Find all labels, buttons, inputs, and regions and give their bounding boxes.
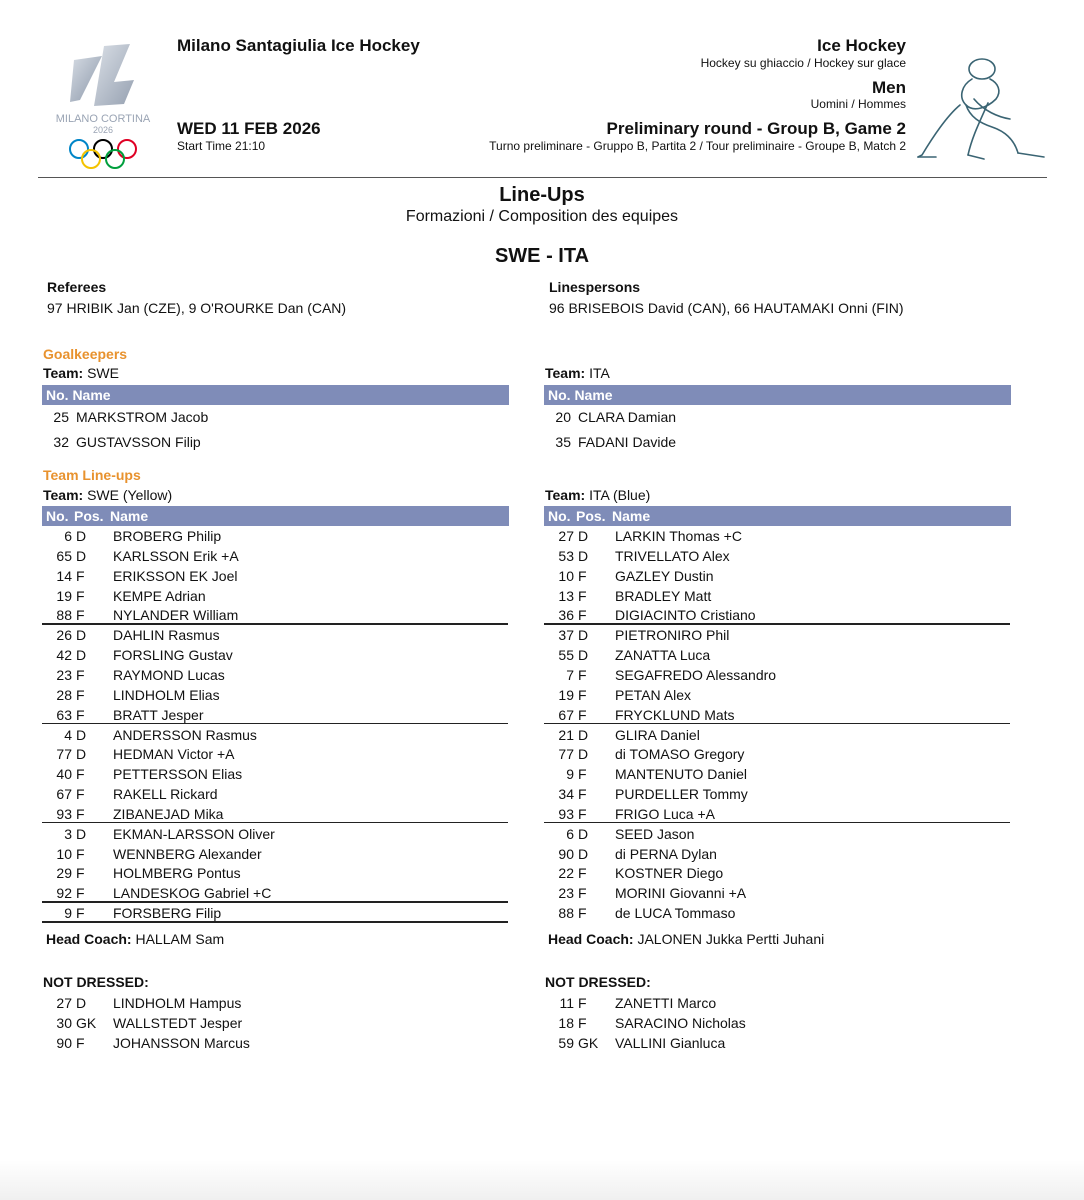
player-number: 36 [558,607,574,624]
player-row [548,667,1014,687]
start-time: Start Time 21:10 [177,139,266,153]
player-name: FORSBERG Filip [113,905,222,922]
player-number: 20 [555,409,571,425]
player-row [548,865,1014,885]
player-number: 13 [558,587,574,604]
player-row [548,548,1014,568]
player-position: F [578,686,587,703]
player-position: D [578,845,589,862]
team-lineups-heading: Team Line-ups [43,467,141,483]
player-name: ZANETTI Marco [615,995,717,1011]
player-number: 14 [56,567,72,584]
player-row [46,548,512,568]
team-name: SWE (Yellow) [87,487,173,503]
player-name: MORINI Giovanni +A [615,885,747,902]
player-name: BRATT Jesper [113,706,204,723]
player-position: F [76,567,85,584]
player-position: F [76,905,85,922]
gk-team-ita [545,365,610,381]
player-number: 9 [566,766,574,783]
player-number: 7 [566,666,574,683]
player-number: 90 [558,845,574,862]
line-separator [42,921,508,923]
team-label: Team: [43,487,84,503]
player-number: 40 [56,766,72,783]
match-date: WED 11 FEB 2026 [177,119,321,138]
player-number: 6 [64,528,72,544]
player-position: D [578,825,589,842]
head-coach-label: Head Coach: [46,931,132,947]
player-number: 11 [559,995,574,1011]
player-name: ZANATTA Luca [615,647,711,664]
col-no-name: No. Name [46,387,111,403]
round-title: Preliminary round - Group B, Game 2 [606,119,906,138]
player-name: MARKSTROM Jacob [76,409,209,425]
logo-text: MILANO CORTINA [55,113,151,125]
player-row [548,588,1014,608]
player-number: 18 [558,1015,574,1031]
player-number: 77 [558,746,574,763]
player-row [46,667,512,687]
gk-header-bar-swe [42,385,509,405]
gender-translation: Uomini / Hommes [810,97,906,111]
player-number: 77 [56,746,72,763]
player-position: F [76,666,85,683]
player-number: 10 [56,845,72,862]
player-number: 88 [558,905,574,922]
player-position: F [578,766,587,783]
player-name: DAHLIN Rasmus [113,627,220,644]
player-name: KARLSSON Erik +A [113,547,239,564]
ice-hockey-pictogram-icon [914,55,1049,165]
player-row [548,905,1014,925]
player-number: 28 [56,686,72,703]
referees-list: 97 HRIBIK Jan (CZE), 9 O'ROURKE Dan (CAN) [47,300,347,316]
gender-title: Men [872,78,906,97]
player-number: 27 [558,528,574,544]
player-number: 59 [558,1035,574,1051]
player-number: 22 [558,865,574,882]
player-row [46,865,512,885]
player-row [46,826,512,846]
player-number: 67 [558,706,574,723]
player-name: de LUCA Tommaso [615,905,736,922]
games-logo [44,42,162,177]
player-position: F [578,567,587,584]
player-name: RAYMOND Lucas [113,666,225,683]
goalkeepers-heading: Goalkeepers [43,346,128,362]
player-name: FADANI Davide [578,434,677,450]
player-number: 93 [56,805,72,822]
player-name: HEDMAN Victor +A [113,746,235,763]
head-coach-label: Head Coach: [548,931,634,947]
player-row [46,846,512,866]
player-name: GUSTAVSSON Filip [76,434,201,450]
player-number: 34 [558,786,574,803]
player-number: 25 [53,409,69,425]
player-position: D [578,528,589,544]
player-position: D [76,726,87,743]
player-position: D [578,647,589,664]
player-position: F [578,885,587,902]
player-position: GK [76,1015,97,1031]
line-separator [42,901,508,903]
player-name: BRADLEY Matt [615,587,712,604]
player-number: 32 [53,434,69,450]
player-row [548,885,1014,905]
player-position: D [76,627,87,644]
player-number: 6 [566,825,574,842]
player-position: F [76,1035,85,1051]
player-row [46,786,512,806]
player-name: VALLINI Gianluca [615,1035,726,1051]
player-row [46,647,512,667]
player-name: LINDHOLM Hampus [113,995,242,1011]
not-dressed-row [548,1035,1014,1055]
referees-label: Referees [47,279,107,295]
col-no-name: No. Name [548,387,613,403]
player-position: D [76,746,87,763]
col-name: Name [612,508,651,524]
sport-translation: Hockey su ghiaccio / Hockey sur glace [700,56,906,70]
player-number: 53 [558,547,574,564]
player-position: F [76,805,85,822]
lineup-team-ita [545,487,650,503]
not-dressed-row [46,1015,512,1035]
team-code: SWE [87,365,119,381]
player-position: F [578,666,587,683]
document-title: Line-Ups [499,184,585,206]
not-dressed-row [548,995,1014,1015]
player-number: 65 [56,547,72,564]
player-name: PETTERSSON Elias [113,766,243,783]
player-row [46,687,512,707]
player-position: D [578,746,589,763]
player-position: D [76,647,87,664]
player-name: MANTENUTO Daniel [615,766,747,783]
player-row [548,766,1014,786]
header-divider [38,177,1047,178]
linespersons-label: Linespersons [549,279,641,295]
player-name: LARKIN Thomas +C [615,528,742,544]
lineup-team-swe [43,487,172,503]
player-position: F [578,805,587,822]
player-name: CLARA Damian [578,409,677,425]
gk-header-bar-ita [544,385,1011,405]
player-number: 63 [56,706,72,723]
document-subtitle: Formazioni / Composition des equipes [405,208,679,225]
player-name: ANDERSSON Rasmus [113,726,257,743]
player-number: 29 [56,865,72,882]
player-position: F [578,706,587,723]
player-position: F [578,1015,587,1031]
player-name: FRIGO Luca +A [615,805,715,822]
player-name: BROBERG Philip [113,528,222,544]
player-row [548,746,1014,766]
player-position: F [76,686,85,703]
player-row [46,746,512,766]
player-name: EKMAN-LARSSON Oliver [113,825,275,842]
player-number: 23 [56,666,72,683]
player-row [46,627,512,647]
player-row [548,687,1014,707]
player-row [548,826,1014,846]
col-no: No. [46,508,69,524]
player-name: LINDHOLM Elias [113,686,220,703]
lineup-header-bar-ita [544,506,1011,526]
player-number: 55 [558,647,574,664]
player-position: D [76,995,87,1011]
player-position: D [76,825,87,842]
team-label: Team: [545,365,586,381]
player-row [46,528,512,548]
player-name: ERIKSSON EK Joel [113,567,238,584]
player-name: SARACINO Nicholas [615,1015,746,1031]
sport-title: Ice Hockey [817,36,906,55]
player-number: 19 [56,587,72,604]
player-row [46,588,512,608]
col-pos: Pos. [74,508,104,524]
head-coach-name: HALLAM Sam [135,931,225,947]
not-dressed-heading-swe: NOT DRESSED: [43,974,149,990]
player-position: F [76,885,85,902]
player-number: 10 [558,567,574,584]
line-separator [42,822,508,824]
player-position: F [76,706,85,723]
player-number: 90 [56,1035,72,1051]
player-row [548,727,1014,747]
player-position: F [578,905,587,922]
player-number: 19 [558,686,574,703]
player-name: WENNBERG Alexander [113,845,262,862]
team-label: Team: [545,487,586,503]
player-name: KEMPE Adrian [113,587,206,604]
player-name: SEED Jason [615,825,695,842]
player-name: DIGIACINTO Cristiano [615,607,756,624]
player-row [46,727,512,747]
player-position: D [76,547,87,564]
lineup-header-bar-swe [42,506,509,526]
player-name: GLIRA Daniel [615,726,700,743]
team-name: ITA (Blue) [589,487,651,503]
player-name: NYLANDER William [113,607,239,624]
player-name: SEGAFREDO Alessandro [615,666,777,683]
player-row [46,766,512,786]
line-separator [544,723,1010,725]
page-bottom-edge [0,1160,1084,1200]
player-name: HOLMBERG Pontus [113,865,241,882]
line-separator [42,723,508,725]
player-number: 21 [558,726,574,743]
player-number: 93 [558,805,574,822]
player-name: TRIVELLATO Alex [615,547,730,564]
player-name: PETAN Alex [615,686,691,703]
linespersons-list: 96 BRISEBOIS David (CAN), 66 HAUTAMAKI Onni (FIN) [549,300,904,316]
col-name: Name [110,508,149,524]
player-number: 3 [64,825,72,842]
player-position: F [76,607,85,624]
player-name: PIETRONIRO Phil [615,627,730,644]
player-row [548,647,1014,667]
player-name: GAZLEY Dustin [615,567,714,584]
player-name: PURDELLER Tommy [615,786,748,803]
line-separator [42,623,508,625]
player-position: F [578,786,587,803]
player-name: WALLSTEDT Jesper [113,1015,243,1031]
venue-name: Milano Santagiulia Ice Hockey [177,36,420,55]
player-number: 37 [558,627,574,644]
head-coach-name: JALONEN Jukka Pertti Juhani [637,931,825,947]
player-row [548,846,1014,866]
player-position: F [76,865,85,882]
not-dressed-row [46,1035,512,1055]
col-no: No. [548,508,571,524]
head-coach-swe [46,931,224,947]
player-name: FRYCKLUND Mats [615,706,735,723]
player-position: D [578,627,589,644]
logo-year: 2026 [92,125,114,135]
player-number: 9 [64,905,72,922]
player-number: 27 [56,995,72,1011]
player-name: FORSLING Gustav [113,647,233,664]
player-number: 35 [555,434,571,450]
player-number: 42 [56,647,72,664]
team-label: Team: [43,365,84,381]
round-translation: Turno preliminare - Gruppo B, Partita 2 / Tour preliminaire - Groupe B, Match 2 [489,139,906,153]
not-dressed-row [46,995,512,1015]
player-number: 92 [56,885,72,902]
player-number: 4 [64,726,72,743]
line-separator [544,822,1010,824]
player-position: F [578,865,587,882]
gk-team-swe [43,365,119,381]
head-coach-ita [548,931,824,947]
player-row [548,528,1014,548]
player-position: F [578,587,587,604]
col-pos: Pos. [576,508,606,524]
player-name: KOSTNER Diego [615,865,724,882]
player-position: D [76,528,87,544]
not-dressed-heading-ita: NOT DRESSED: [545,974,651,990]
player-number: 23 [558,885,574,902]
player-row [548,786,1014,806]
player-row [46,568,512,588]
player-row [548,627,1014,647]
player-position: D [578,726,589,743]
player-name: JOHANSSON Marcus [113,1035,250,1051]
player-number: 30 [56,1015,72,1031]
player-position: F [76,766,85,783]
player-position: F [76,786,85,803]
player-name: di TOMASO Gregory [615,746,745,763]
player-name: ZIBANEJAD Mika [113,805,224,822]
matchup-title: SWE - ITA [494,245,590,267]
player-number: 88 [56,607,72,624]
player-position: GK [578,1035,599,1051]
player-position: F [76,587,85,604]
player-name: LANDESKOG Gabriel +C [113,885,272,902]
line-separator [544,623,1010,625]
player-row [548,568,1014,588]
not-dressed-row [548,1015,1014,1035]
player-number: 67 [56,786,72,803]
player-name: RAKELL Rickard [113,786,218,803]
player-position: F [578,995,587,1011]
team-code: ITA [589,365,610,381]
player-position: D [578,547,589,564]
player-position: F [578,607,587,624]
player-position: F [76,845,85,862]
player-name: di PERNA Dylan [615,845,717,862]
player-number: 26 [56,627,72,644]
